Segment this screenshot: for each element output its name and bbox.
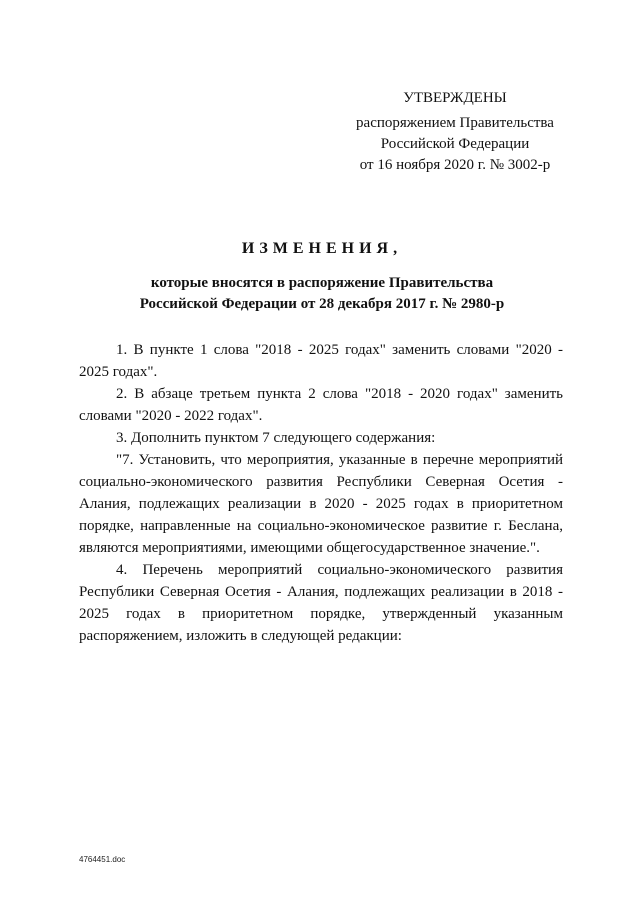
- document-subtitle: [60, 273, 584, 315]
- paragraph-item-2: 2. В абзаце третьем пункта 2 слова "2018 - 2020 годах" заменить словами "2020 - 2022 годах".: [79, 386, 563, 424]
- file-code: 4764451.doc: [79, 855, 126, 864]
- paragraph-item-1: 1. В пункте 1 слова "2018 - 2025 годах" заменить словами "2020 - 2025 годах".: [79, 342, 563, 380]
- subtitle-line-1: которые вносятся в распоряжение Правительства: [150, 275, 494, 291]
- approval-line-3: от 16 ноября 2020 г. № 3002-р: [359, 157, 551, 173]
- paragraph-item-3-quote: "7. Установить, что мероприятия, указанные в перечне мероприятий социально-экономического развития Республики Северная Осетия - Алания, подлежащих реализации в 2020 - 2025 годах в приоритетном порядке, направленные на социально-экономическое развитие г. Беслана, являются мероприятиями, имеющими общегосударственное значение.".: [79, 452, 563, 556]
- paragraph-item-3: 3. Дополнить пунктом 7 следующего содержания:: [116, 430, 436, 446]
- subtitle-line-2: Российской Федерации от 28 декабря 2017 г. № 2980-р: [139, 296, 505, 312]
- paragraph-item-4: 4. Перечень мероприятий социально-экономического развития Республики Северная Осетия - Алания, подлежащих реализации в 2018 - 2025 годах в приоритетном порядке, утвержденный указанным распоряжением, изложить в следующей редакции:: [79, 562, 563, 644]
- document-body: [79, 339, 563, 647]
- document-title: ИЗМЕНЕНИЯ,: [241, 240, 403, 257]
- document-heading: [60, 239, 584, 315]
- approval-line-1: распоряжением Правительства: [356, 115, 554, 131]
- approval-line-2: Российской Федерации: [380, 136, 530, 152]
- approval-title: УТВЕРЖДЕНЫ: [403, 90, 507, 106]
- approval-block: [330, 88, 580, 176]
